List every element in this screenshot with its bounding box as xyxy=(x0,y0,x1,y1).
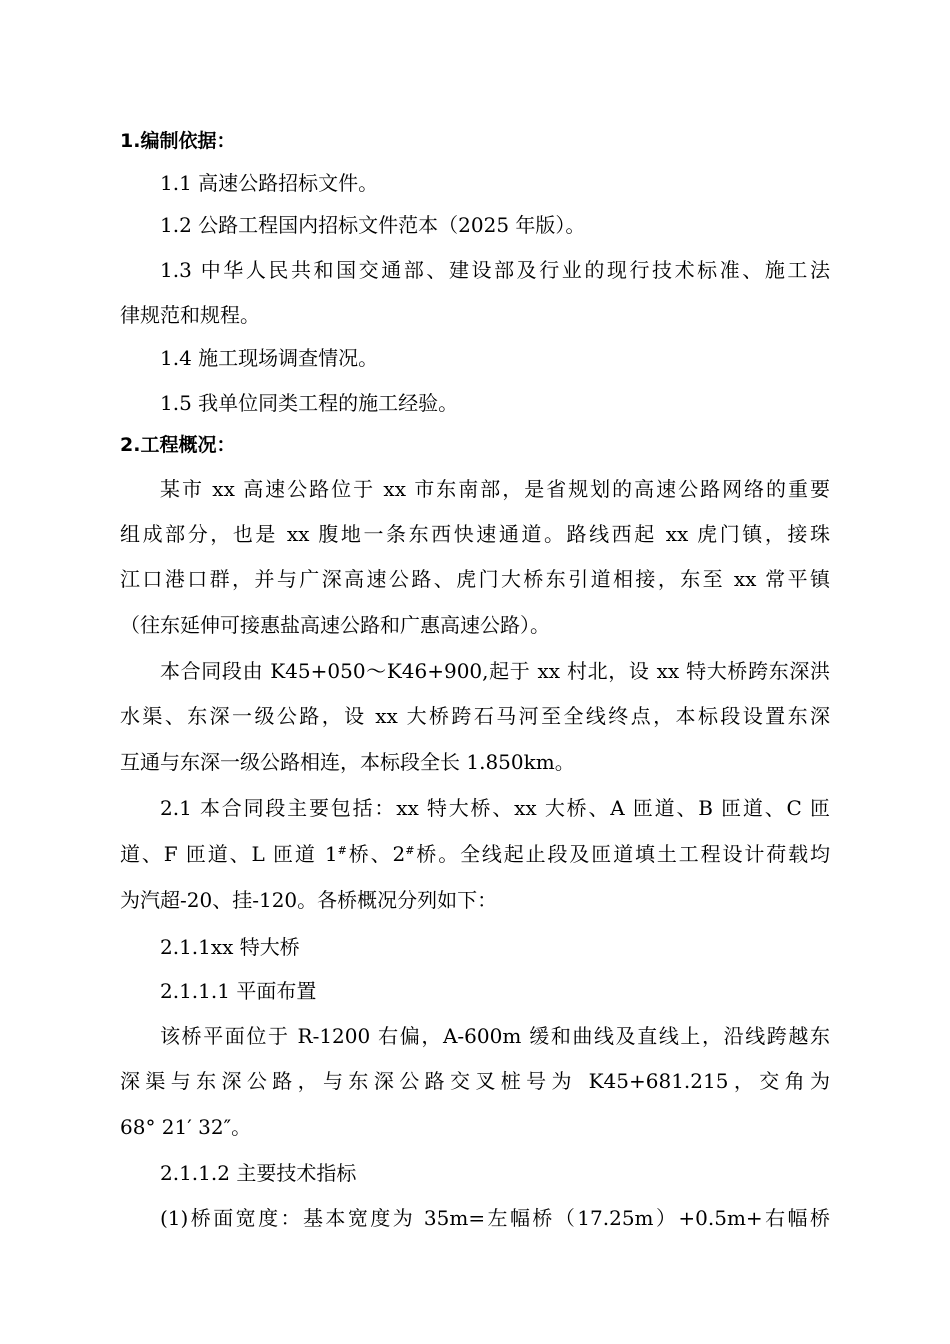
subsection-2-1-1-2: 2.1.1.2 主要技术指标 xyxy=(160,1161,357,1185)
item-1-4: 1.4 施工现场调查情况。 xyxy=(160,346,379,370)
item-1-5: 1.5 我单位同类工程的施工经验。 xyxy=(160,391,459,415)
item-1-1: 1.1 高速公路招标文件。 xyxy=(160,171,379,195)
scope-para-line-3: 为汽超-20、挂-120。各桥概况分列如下： xyxy=(120,888,498,912)
overview-para-2-line-3: 互通与东深一级公路相连，本标段全长 1.850km。 xyxy=(120,750,575,774)
subsection-2-1-1-1: 2.1.1.1 平面布置 xyxy=(160,979,317,1003)
overview-para-1-line-1: 某市 xx 高速公路位于 xx 市东南部，是省规划的高速公路网络的重要 xyxy=(160,477,830,501)
width-para-line-1: (1)桥面宽度：基本宽度为 35m=左幅桥（17.25m）+0.5m+右幅桥 xyxy=(160,1206,830,1230)
section-heading-1: 1.编制依据： xyxy=(120,130,236,152)
overview-para-1-line-3: 江口港口群，并与广深高速公路、虎门大桥东引道相接，东至 xx 常平镇 xyxy=(120,567,830,591)
subsection-2-1-1: 2.1.1xx 特大桥 xyxy=(160,935,300,959)
section-heading-2: 2.工程概况： xyxy=(120,434,236,456)
layout-para-line-3: 68° 21′ 32″。 xyxy=(120,1115,252,1139)
overview-para-2-line-2: 水渠、东深一级公路，设 xx 大桥跨石马河至全线终点，本标段设置东深 xyxy=(120,704,830,728)
scope-para-line-2: 道、F 匝道、L 匝道 1#桥、2#桥。全线起止段及匝道填土工程设计荷载均 xyxy=(120,842,830,866)
layout-para-line-1: 该桥平面位于 R-1200 右偏，A-600m 缓和曲线及直线上，沿线跨越东 xyxy=(160,1024,830,1048)
overview-para-1-line-2: 组成部分，也是 xx 腹地一条东西快速通道。路线西起 xx 虎门镇，接珠 xyxy=(120,522,830,546)
overview-para-2-line-1: 本合同段由 K45+050～K46+900,起于 xx 村北，设 xx 特大桥跨东深洪 xyxy=(160,659,830,683)
layout-para-line-2: 深渠与东深公路，与东深公路交叉桩号为 K45+681.215，交角为 xyxy=(120,1069,830,1093)
item-1-3-line-1: 1.3 中华人民共和国交通部、建设部及行业的现行技术标准、施工法 xyxy=(160,258,830,282)
item-1-2: 1.2 公路工程国内招标文件范本（2025 年版）。 xyxy=(160,213,586,237)
overview-para-1-line-4: （往东延伸可接惠盐高速公路和广惠高速公路）。 xyxy=(120,613,550,637)
item-1-3-line-2: 律规范和规程。 xyxy=(120,303,260,327)
scope-para-line-1: 2.1 本合同段主要包括：xx 特大桥、xx 大桥、A 匝道、B 匝道、C 匝 xyxy=(160,796,830,820)
